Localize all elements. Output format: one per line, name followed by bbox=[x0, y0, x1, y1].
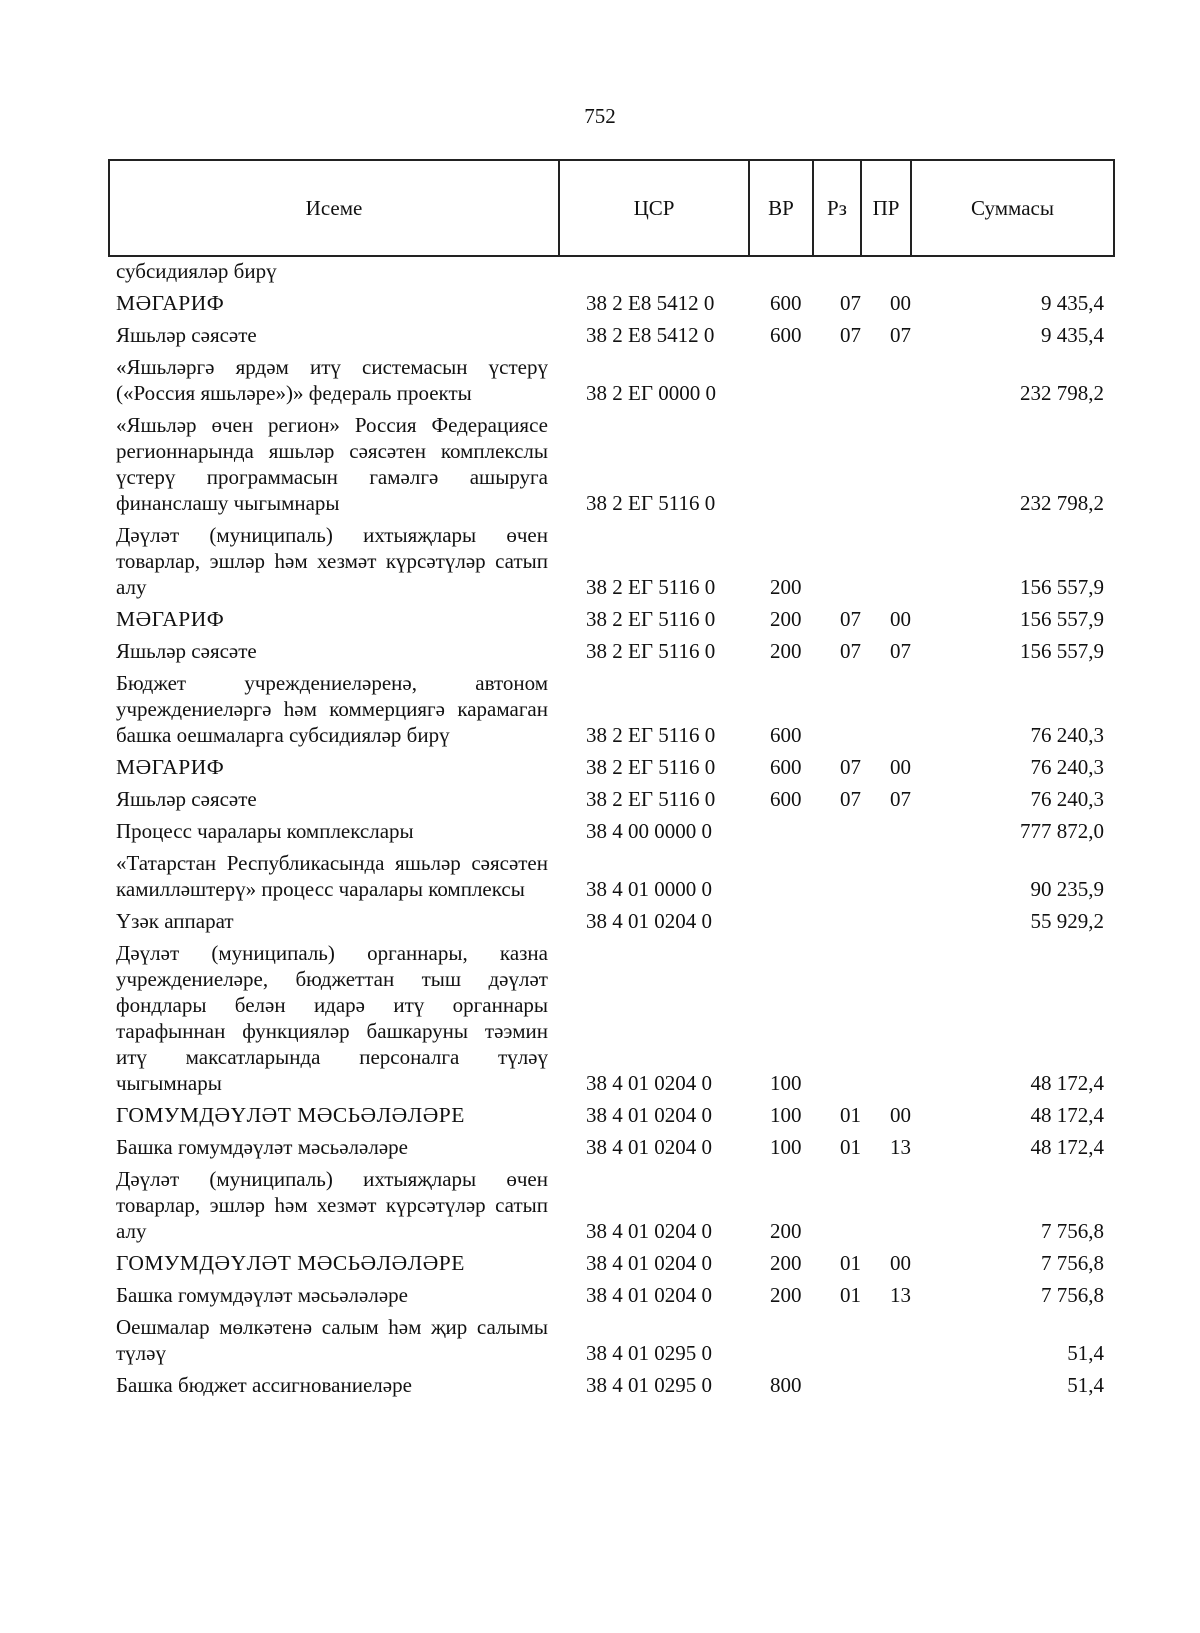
row-sum: 7 756,8 bbox=[1041, 1283, 1104, 1307]
row-name: Оешмалар мөлкәтенә салым һәм җир салымы түләү bbox=[116, 1315, 548, 1365]
row-vr: 200 bbox=[770, 607, 802, 631]
row-vr: 200 bbox=[770, 575, 802, 599]
row-csr: 38 2 ЕГ 5116 0 bbox=[586, 787, 716, 811]
row-name: МӘГАРИФ bbox=[116, 291, 225, 315]
row-sum: 48 172,4 bbox=[1030, 1071, 1104, 1095]
row-rz: 01 bbox=[840, 1103, 861, 1127]
table-row bbox=[0, 632, 1200, 664]
row-sum: 90 235,9 bbox=[1030, 877, 1104, 901]
row-name: Дәүләт (муниципаль) органнары, казна учреждениеләре, бюджеттан тыш дәүләт фондлары белән идарә итү органнары тарафыннан функцияләр башкаруны тәэмин итү максатларында персоналга түләү чыгымнары bbox=[116, 941, 548, 1095]
row-csr: 38 4 01 0295 0 bbox=[586, 1341, 712, 1365]
row-name: Яшьләр сәясәте bbox=[116, 639, 257, 663]
table-row bbox=[0, 748, 1200, 780]
row-pr: 00 bbox=[890, 1103, 911, 1127]
row-vr: 600 bbox=[770, 291, 802, 315]
row-sum: 9 435,4 bbox=[1041, 291, 1104, 315]
row-pr: 00 bbox=[890, 607, 911, 631]
table-row bbox=[0, 844, 1200, 902]
table-body bbox=[0, 258, 1200, 1398]
row-name: Башка бюджет ассигнованиеләре bbox=[116, 1373, 412, 1397]
row-name: субсидияләр бирү bbox=[116, 259, 277, 283]
header-pr: ПР bbox=[861, 160, 911, 256]
table-row bbox=[0, 406, 1200, 516]
row-pr: 13 bbox=[890, 1283, 911, 1307]
header-vr: ВР bbox=[749, 160, 813, 256]
row-rz: 07 bbox=[840, 755, 861, 779]
row-csr: 38 2 ЕГ 5116 0 bbox=[586, 607, 716, 631]
row-pr: 07 bbox=[890, 787, 911, 811]
row-csr: 38 2 ЕГ 5116 0 bbox=[586, 639, 716, 663]
row-pr: 00 bbox=[890, 755, 911, 779]
row-rz: 07 bbox=[840, 607, 861, 631]
table-row bbox=[0, 780, 1200, 812]
row-vr: 200 bbox=[770, 639, 802, 663]
row-csr: 38 4 00 0000 0 bbox=[586, 819, 712, 843]
row-sum: 7 756,8 bbox=[1041, 1251, 1104, 1275]
page-number: 752 bbox=[584, 104, 616, 128]
row-rz: 07 bbox=[840, 291, 861, 315]
table-header bbox=[108, 159, 1115, 257]
row-vr: 600 bbox=[770, 755, 802, 779]
row-csr: 38 4 01 0204 0 bbox=[586, 909, 712, 933]
row-pr: 00 bbox=[890, 291, 911, 315]
row-rz: 07 bbox=[840, 639, 861, 663]
row-csr: 38 4 01 0204 0 bbox=[586, 1071, 712, 1095]
table-row bbox=[0, 516, 1200, 600]
table-row bbox=[0, 1096, 1200, 1128]
row-name: Башка гомумдәүләт мәсьәләләре bbox=[116, 1283, 408, 1307]
row-sum: 777 872,0 bbox=[1020, 819, 1104, 843]
row-sum: 76 240,3 bbox=[1030, 755, 1104, 779]
row-vr: 800 bbox=[770, 1373, 802, 1397]
row-rz: 01 bbox=[840, 1135, 861, 1159]
row-sum: 7 756,8 bbox=[1041, 1219, 1104, 1243]
row-sum: 76 240,3 bbox=[1030, 787, 1104, 811]
row-csr: 38 2 ЕГ 5116 0 bbox=[586, 575, 716, 599]
row-sum: 55 929,2 bbox=[1030, 909, 1104, 933]
header-rz: Рз bbox=[813, 160, 861, 256]
row-csr: 38 4 01 0295 0 bbox=[586, 1373, 712, 1397]
header-sum: Суммасы bbox=[911, 160, 1114, 256]
row-name: Дәүләт (муниципаль) ихтыяҗлары өчен товарлар, эшләр һәм хезмәт күрсәтүләр сатып алу bbox=[116, 1167, 548, 1243]
row-name: Дәүләт (муниципаль) ихтыяҗлары өчен товарлар, эшләр һәм хезмәт күрсәтүләр сатып алу bbox=[116, 523, 548, 599]
row-name: МӘГАРИФ bbox=[116, 607, 225, 631]
table-row bbox=[0, 812, 1200, 844]
row-vr: 600 bbox=[770, 723, 802, 747]
row-rz: 01 bbox=[840, 1283, 861, 1307]
row-vr: 200 bbox=[770, 1283, 802, 1307]
row-csr: 38 2 Е8 5412 0 bbox=[586, 291, 715, 315]
row-sum: 232 798,2 bbox=[1020, 491, 1104, 515]
row-vr: 100 bbox=[770, 1071, 802, 1095]
row-pr: 07 bbox=[890, 639, 911, 663]
row-name: Үзәк аппарат bbox=[116, 909, 234, 933]
row-name: Бюджет учреждениеләренә, автоном учреждениеләргә һәм коммерциягә карамаган башка оешмаларга субсидияләр бирү bbox=[116, 671, 548, 747]
header-csr: ЦСР bbox=[559, 160, 749, 256]
row-csr: 38 2 ЕГ 0000 0 bbox=[586, 381, 716, 405]
row-sum: 51,4 bbox=[1067, 1341, 1104, 1365]
table-row bbox=[0, 1244, 1200, 1276]
row-csr: 38 4 01 0204 0 bbox=[586, 1219, 712, 1243]
row-csr: 38 4 01 0204 0 bbox=[586, 1283, 712, 1307]
row-name: «Татарстан Республикасында яшьләр сәясәтен камилләштерү» процесс чаралары комплексы bbox=[116, 851, 548, 901]
table-row bbox=[0, 600, 1200, 632]
table-row bbox=[0, 664, 1200, 748]
table-row bbox=[0, 316, 1200, 348]
row-pr: 07 bbox=[890, 323, 911, 347]
row-csr: 38 2 ЕГ 5116 0 bbox=[586, 755, 716, 779]
row-name: Яшьләр сәясәте bbox=[116, 323, 257, 347]
row-csr: 38 2 Е8 5412 0 bbox=[586, 323, 715, 347]
row-name: «Яшьләргә ярдәм итү системасын үстерү («Россия яшьләре»)» федераль проекты bbox=[116, 355, 548, 405]
row-pr: 00 bbox=[890, 1251, 911, 1275]
row-vr: 600 bbox=[770, 323, 802, 347]
row-sum: 51,4 bbox=[1067, 1373, 1104, 1397]
row-csr: 38 2 ЕГ 5116 0 bbox=[586, 723, 716, 747]
table-row bbox=[0, 934, 1200, 1096]
row-name: ГОМУМДӘҮЛӘТ МӘСЬӘЛӘЛӘРЕ bbox=[116, 1251, 465, 1275]
row-csr: 38 4 01 0204 0 bbox=[586, 1135, 712, 1159]
row-vr: 200 bbox=[770, 1219, 802, 1243]
row-csr: 38 4 01 0000 0 bbox=[586, 877, 712, 901]
table-row bbox=[0, 902, 1200, 934]
table-row bbox=[0, 1160, 1200, 1244]
table-row bbox=[0, 1128, 1200, 1160]
row-vr: 200 bbox=[770, 1251, 802, 1275]
row-sum: 48 172,4 bbox=[1030, 1103, 1104, 1127]
row-csr: 38 4 01 0204 0 bbox=[586, 1251, 712, 1275]
row-vr: 600 bbox=[770, 787, 802, 811]
row-name: Процесс чаралары комплекслары bbox=[116, 819, 414, 843]
table-row bbox=[0, 284, 1200, 316]
row-sum: 48 172,4 bbox=[1030, 1135, 1104, 1159]
table-row bbox=[0, 1366, 1200, 1398]
row-rz: 07 bbox=[840, 787, 861, 811]
row-sum: 9 435,4 bbox=[1041, 323, 1104, 347]
table-row bbox=[0, 348, 1200, 406]
row-csr: 38 2 ЕГ 5116 0 bbox=[586, 491, 716, 515]
row-csr: 38 4 01 0204 0 bbox=[586, 1103, 712, 1127]
row-vr: 100 bbox=[770, 1103, 802, 1127]
table-row bbox=[0, 258, 1200, 284]
row-rz: 01 bbox=[840, 1251, 861, 1275]
row-name: Яшьләр сәясәте bbox=[116, 787, 257, 811]
row-pr: 13 bbox=[890, 1135, 911, 1159]
table-row bbox=[0, 1308, 1200, 1366]
row-name: ГОМУМДӘҮЛӘТ МӘСЬӘЛӘЛӘРЕ bbox=[116, 1103, 465, 1127]
row-name: МӘГАРИФ bbox=[116, 755, 225, 779]
row-vr: 100 bbox=[770, 1135, 802, 1159]
row-name: Башка гомумдәүләт мәсьәләләре bbox=[116, 1135, 408, 1159]
row-sum: 156 557,9 bbox=[1020, 639, 1104, 663]
row-sum: 156 557,9 bbox=[1020, 607, 1104, 631]
row-sum: 232 798,2 bbox=[1020, 381, 1104, 405]
header-name: Исеме bbox=[109, 160, 559, 256]
row-name: «Яшьләр өчен регион» Россия Федерациясе регионнарында яшьләр сәясәтен комплекслы үстерү программасын гамәлгә ашыруга финанслашу чыгымнары bbox=[116, 413, 548, 515]
row-sum: 76 240,3 bbox=[1030, 723, 1104, 747]
row-rz: 07 bbox=[840, 323, 861, 347]
table-row bbox=[0, 1276, 1200, 1308]
row-sum: 156 557,9 bbox=[1020, 575, 1104, 599]
